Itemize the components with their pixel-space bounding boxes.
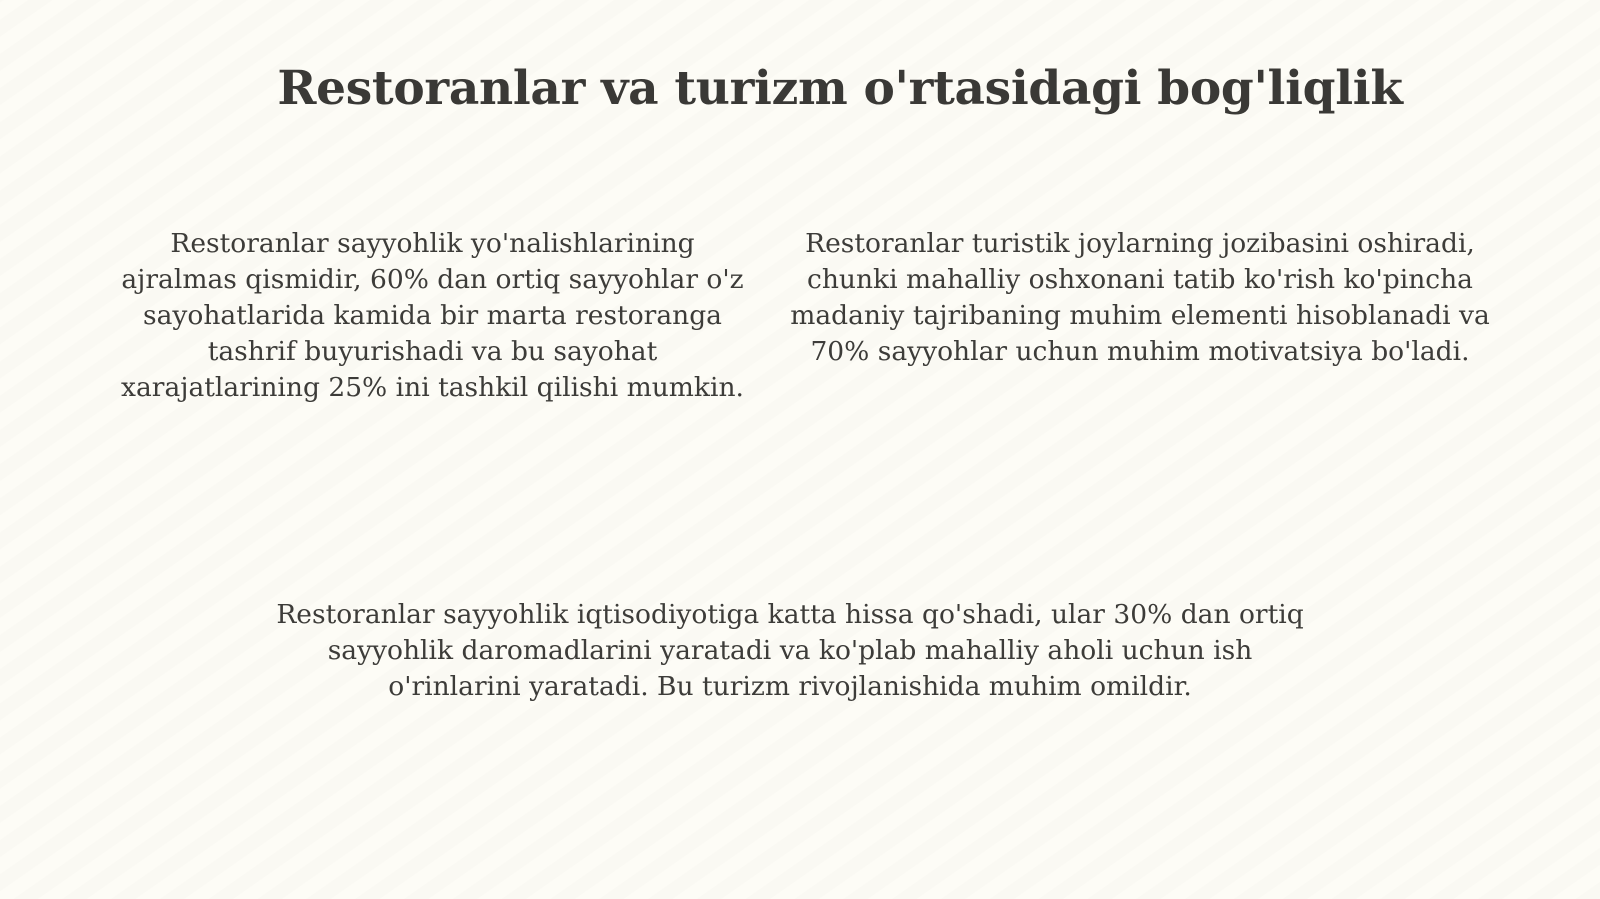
right-paragraph: Restoranlar turistik joylarning jozibasini oshiradi, chunki mahalliy oshxonani tatib ko'rish ko'pincha madaniy tajribaning muhim elementi hisoblanadi va 70% sayyohlar uchun muhim motivatsiya bo'ladi. [790, 228, 1490, 367]
left-paragraph: Restoranlar sayyohlik yo'nalishlarining ajralmas qismidir, 60% dan ortiq sayyohlar o'z sayohatlarida kamida bir marta restoranga tashrif buyurishadi va bu sayohat xarajatlarining 25% ini tashkil qilishi mumkin. [121, 228, 744, 403]
slide-title: Restoranlar va turizm o'rtasidagi bog'liqlik [277, 61, 1403, 116]
bottom-paragraph: Restoranlar sayyohlik iqtisodiyotiga katta hissa qo'shadi, ular 30% dan ortiq sayyohlik daromadlarini yaratadi va ko'plab mahalliy aholi uchun ish o'rinlarini yaratadi. Bu turizm rivojlanishida muhim omildir. [276, 599, 1304, 702]
